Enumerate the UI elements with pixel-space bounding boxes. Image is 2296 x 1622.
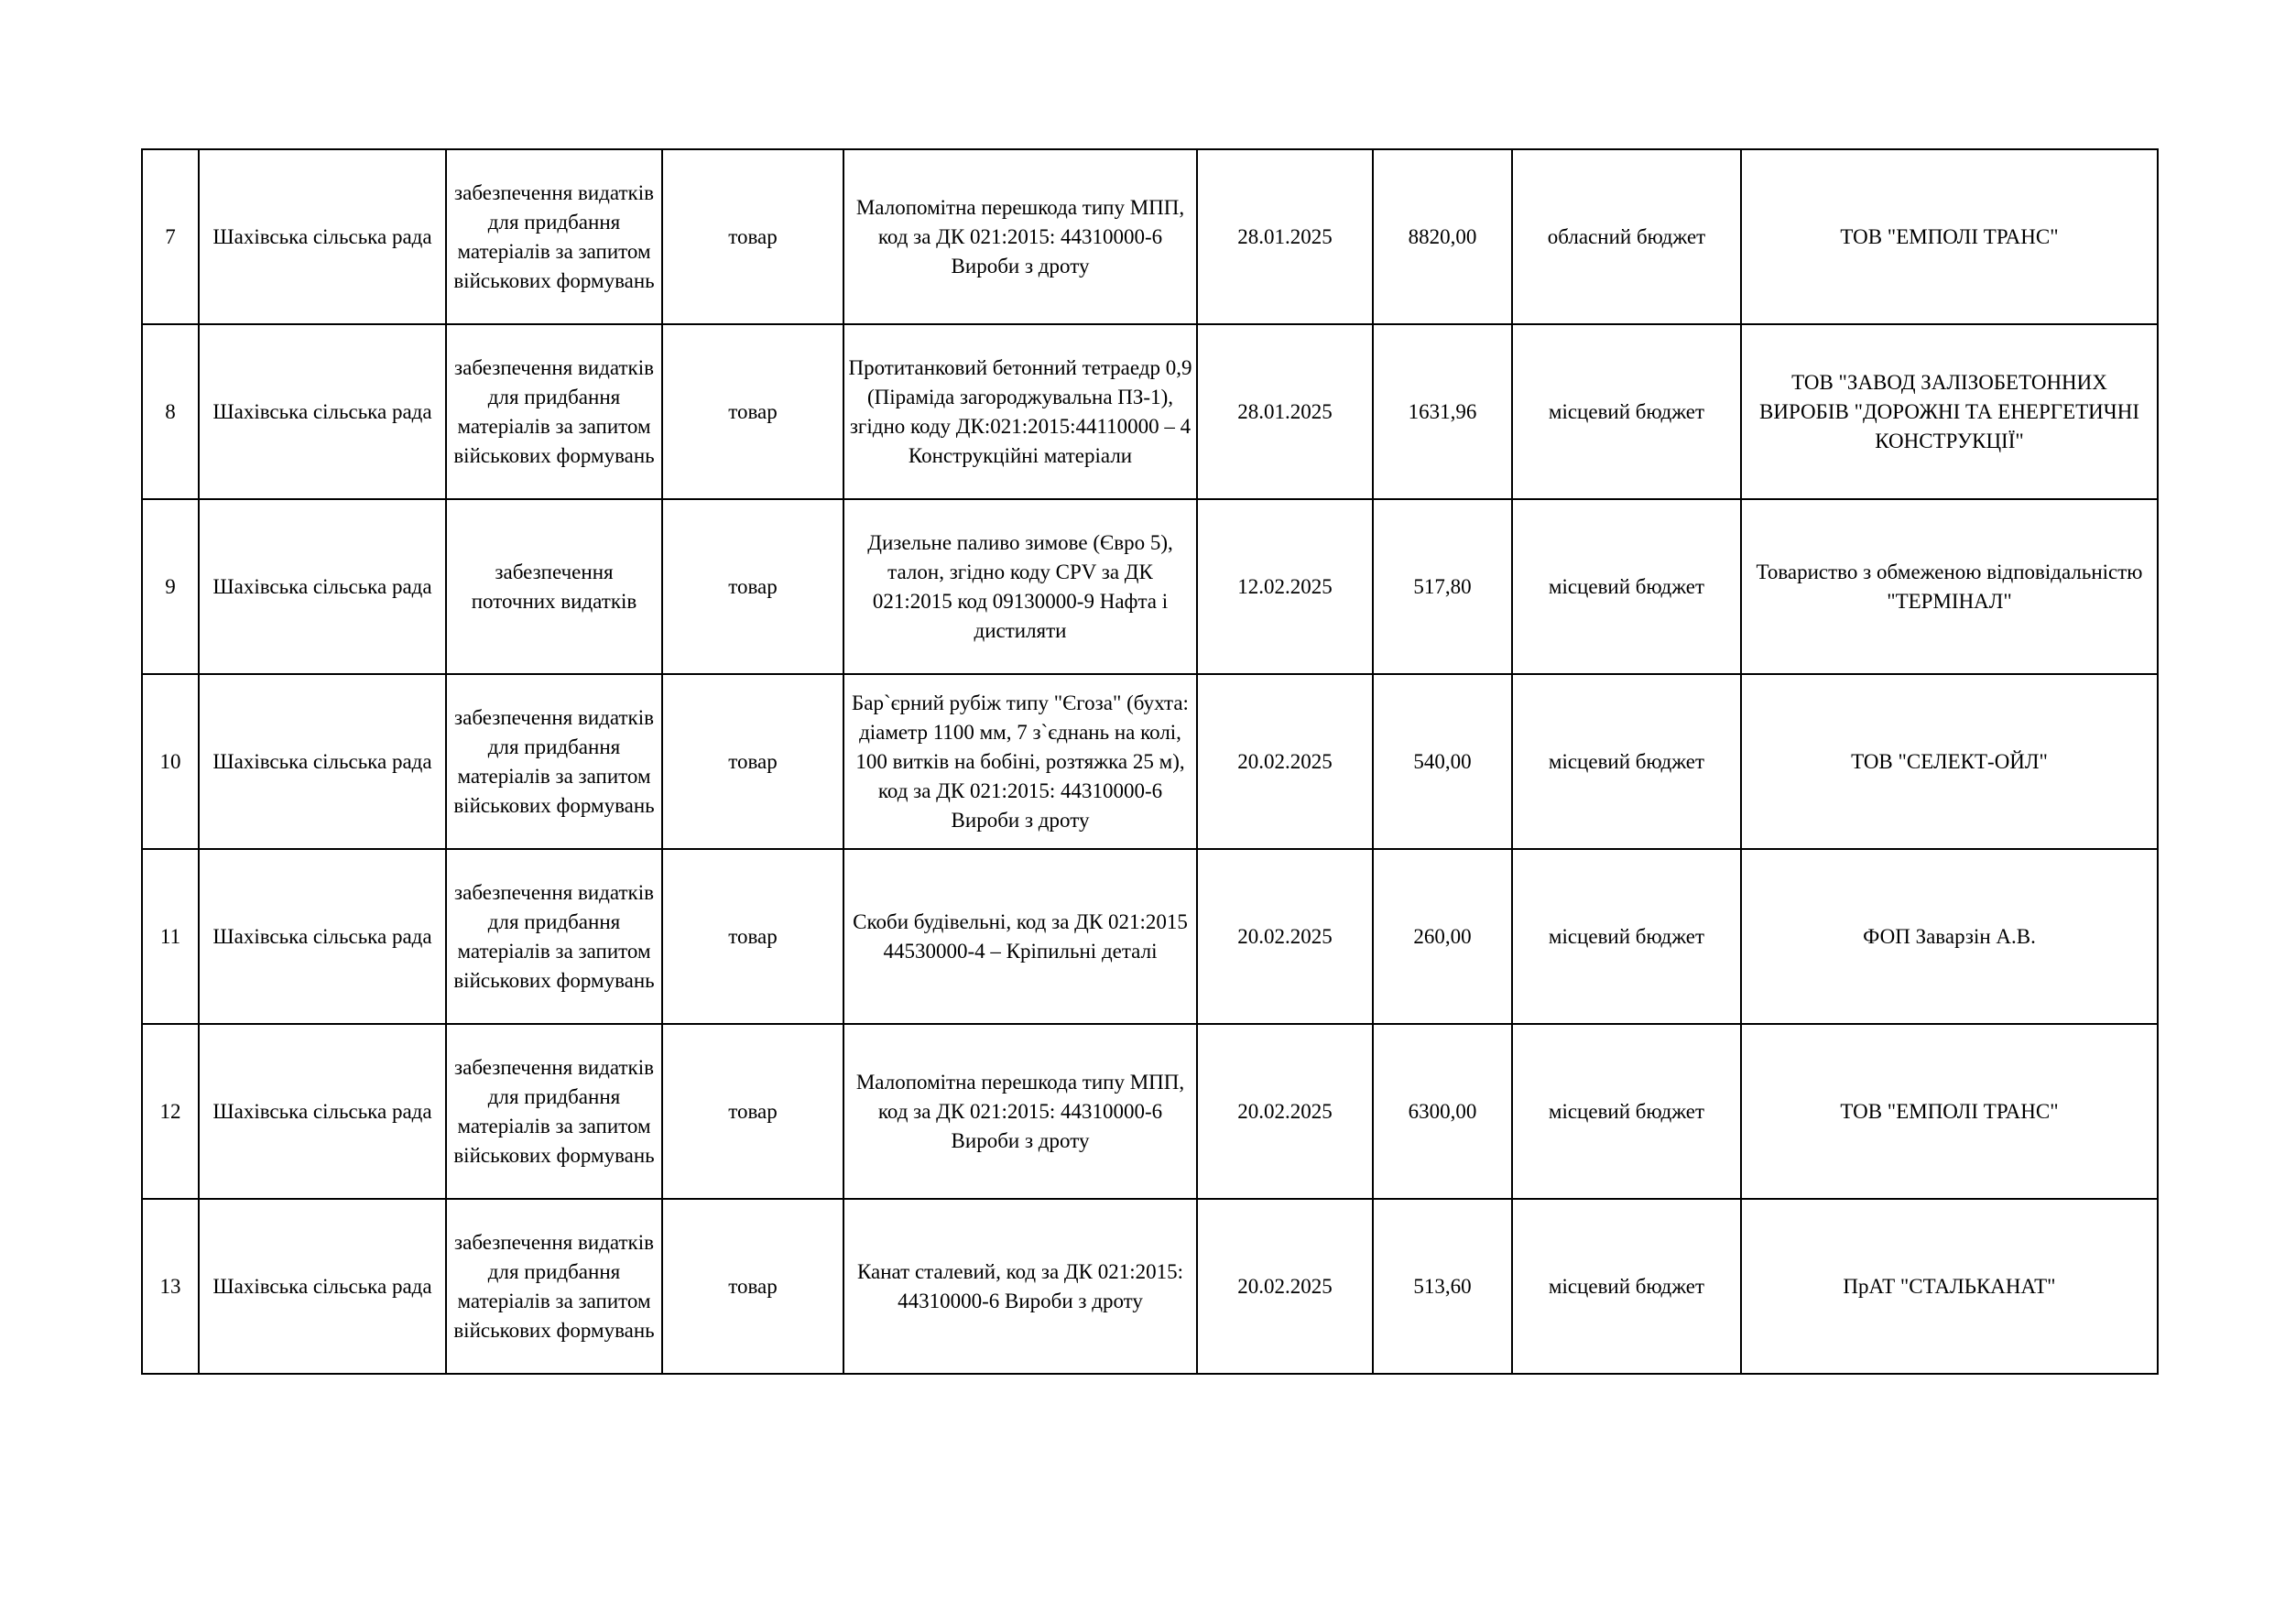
subject-cell: Бар`єрний рубіж типу "Єгоза" (бухта: діаметр 1100 мм, 7 з`єднань на колі, 100 витків на бобіні, розтяжка 25 м), код за ДК 021:2015: 44310000-6 Вироби з дроту — [843, 674, 1197, 849]
budget-source-cell: місцевий бюджет — [1512, 849, 1741, 1024]
item-type-cell: товар — [662, 499, 843, 674]
amount-cell: 260,00 — [1373, 849, 1512, 1024]
table-row — [142, 1199, 2158, 1374]
item-type-cell: товар — [662, 1199, 843, 1374]
subject-cell: Протитанковий бетонний тетраедр 0,9 (Піраміда загороджувальна ПЗ-1), згідно коду ДК:021:2015:44110000 – 4 Конструкційні матеріали — [843, 324, 1197, 499]
customer-cell: Шахівська сільська рада — [199, 849, 446, 1024]
amount-cell: 6300,00 — [1373, 1024, 1512, 1199]
budget-source-cell: місцевий бюджет — [1512, 1024, 1741, 1199]
purpose-cell: забезпечення видатків для придбання матеріалів за запитом військових формувань — [446, 324, 662, 499]
row-number-cell: 11 — [142, 849, 199, 1024]
supplier-cell: Товариство з обмеженою відповідальністю "ТЕРМІНАЛ" — [1741, 499, 2158, 674]
table-row — [142, 149, 2158, 324]
purpose-cell: забезпечення видатків для придбання матеріалів за запитом військових формувань — [446, 849, 662, 1024]
item-type-cell: товар — [662, 1024, 843, 1199]
supplier-cell: ТОВ "ЕМПОЛІ ТРАНС" — [1741, 1024, 2158, 1199]
customer-cell: Шахівська сільська рада — [199, 499, 446, 674]
budget-source-cell: місцевий бюджет — [1512, 674, 1741, 849]
amount-cell: 513,60 — [1373, 1199, 1512, 1374]
row-number-cell: 13 — [142, 1199, 199, 1374]
subject-cell: Скоби будівельні, код за ДК 021:2015 44530000-4 – Кріпильні деталі — [843, 849, 1197, 1024]
supplier-cell: ТОВ "ЕМПОЛІ ТРАНС" — [1741, 149, 2158, 324]
date-cell: 20.02.2025 — [1197, 849, 1373, 1024]
table-row — [142, 1024, 2158, 1199]
supplier-cell: ТОВ "ЗАВОД ЗАЛІЗОБЕТОННИХ ВИРОБІВ "ДОРОЖНІ ТА ЕНЕРГЕТИЧНІ КОНСТРУКЦІЇ" — [1741, 324, 2158, 499]
customer-cell: Шахівська сільська рада — [199, 324, 446, 499]
subject-cell: Дизельне паливо зимове (Євро 5), талон, згідно коду CPV за ДК 021:2015 код 09130000-9 Нафта і дистиляти — [843, 499, 1197, 674]
date-cell: 20.02.2025 — [1197, 1024, 1373, 1199]
budget-source-cell: обласний бюджет — [1512, 149, 1741, 324]
supplier-cell: ТОВ "СЕЛЕКТ-ОЙЛ" — [1741, 674, 2158, 849]
date-cell: 20.02.2025 — [1197, 674, 1373, 849]
table-row — [142, 324, 2158, 499]
table-row — [142, 499, 2158, 674]
customer-cell: Шахівська сільська рада — [199, 674, 446, 849]
table-row — [142, 674, 2158, 849]
purpose-cell: забезпечення видатків для придбання матеріалів за запитом військових формувань — [446, 1024, 662, 1199]
row-number-cell: 7 — [142, 149, 199, 324]
amount-cell: 1631,96 — [1373, 324, 1512, 499]
subject-cell: Канат сталевий, код за ДК 021:2015: 44310000-6 Вироби з дроту — [843, 1199, 1197, 1374]
budget-source-cell: місцевий бюджет — [1512, 499, 1741, 674]
procurement-table — [141, 148, 2159, 1375]
table-body — [142, 149, 2158, 1374]
date-cell: 28.01.2025 — [1197, 324, 1373, 499]
table-row — [142, 849, 2158, 1024]
date-cell: 28.01.2025 — [1197, 149, 1373, 324]
item-type-cell: товар — [662, 324, 843, 499]
row-number-cell: 10 — [142, 674, 199, 849]
row-number-cell: 12 — [142, 1024, 199, 1199]
amount-cell: 8820,00 — [1373, 149, 1512, 324]
customer-cell: Шахівська сільська рада — [199, 1024, 446, 1199]
subject-cell: Малопомітна перешкода типу МПП, код за ДК 021:2015: 44310000-6 Вироби з дроту — [843, 149, 1197, 324]
customer-cell: Шахівська сільська рада — [199, 149, 446, 324]
item-type-cell: товар — [662, 849, 843, 1024]
supplier-cell: ПрАТ "СТАЛЬКАНАТ" — [1741, 1199, 2158, 1374]
row-number-cell: 8 — [142, 324, 199, 499]
date-cell: 12.02.2025 — [1197, 499, 1373, 674]
purpose-cell: забезпечення поточних видатків — [446, 499, 662, 674]
budget-source-cell: місцевий бюджет — [1512, 324, 1741, 499]
subject-cell: Малопомітна перешкода типу МПП, код за ДК 021:2015: 44310000-6 Вироби з дроту — [843, 1024, 1197, 1199]
item-type-cell: товар — [662, 149, 843, 324]
purpose-cell: забезпечення видатків для придбання матеріалів за запитом військових формувань — [446, 674, 662, 849]
amount-cell: 540,00 — [1373, 674, 1512, 849]
purpose-cell: забезпечення видатків для придбання матеріалів за запитом військових формувань — [446, 1199, 662, 1374]
row-number-cell: 9 — [142, 499, 199, 674]
purpose-cell: забезпечення видатків для придбання матеріалів за запитом військових формувань — [446, 149, 662, 324]
item-type-cell: товар — [662, 674, 843, 849]
date-cell: 20.02.2025 — [1197, 1199, 1373, 1374]
supplier-cell: ФОП Заварзін А.В. — [1741, 849, 2158, 1024]
budget-source-cell: місцевий бюджет — [1512, 1199, 1741, 1374]
amount-cell: 517,80 — [1373, 499, 1512, 674]
customer-cell: Шахівська сільська рада — [199, 1199, 446, 1374]
